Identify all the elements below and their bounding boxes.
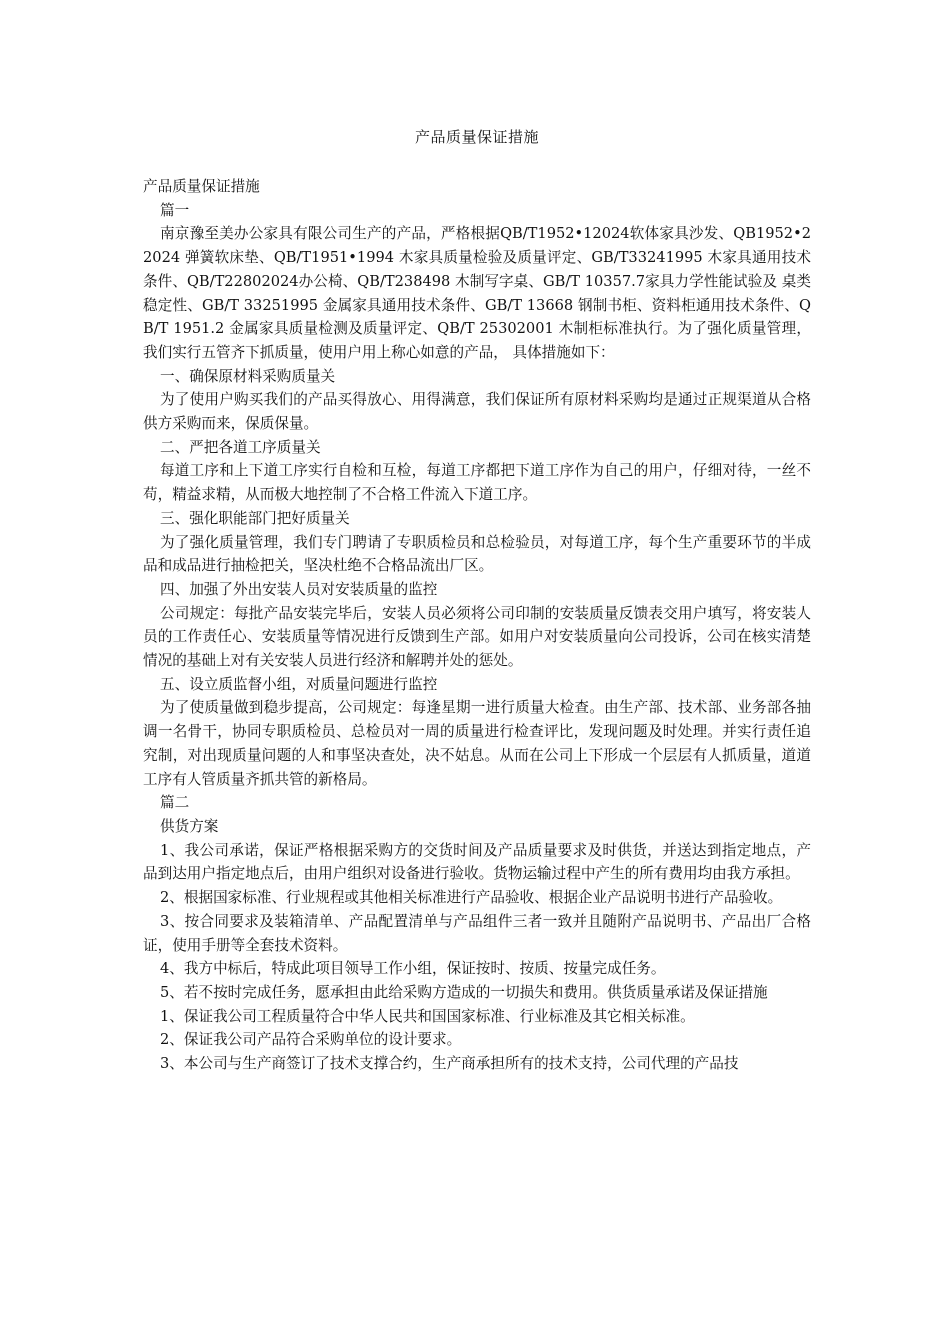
body-paragraph: 一、确保原材料采购质量关: [160, 367, 336, 385]
body-paragraph: 四、加强了外出安装人员对安装质量的监控: [160, 580, 438, 598]
body-paragraph: 每道工序和上下道工序实行自检和互检，每道工序都把下道工序作为自己的用户，仔细对待，一丝不苟，精益求精，从而极大地控制了不合格工件流入下道工序。: [143, 462, 811, 504]
body-paragraph: 供货方案: [160, 817, 219, 835]
document-body: [143, 175, 811, 1076]
body-paragraph: 1、我公司承诺，保证严格根据采购方的交货时间及产品质量要求及时供货，并送达到指定地点，产品到达用户指定地点后，由用户组织对设备进行验收。货物运输过程中产生的所有费用均由我方承担。: [143, 841, 811, 883]
body-paragraph: 为了强化质量管理，我们专门聘请了专职质检员和总检验员，对每道工序，每个生产重要环节的半成品和成品进行抽检把关，坚决杜绝不合格品流出厂区。: [143, 533, 811, 575]
body-paragraph: 为了使质量做到稳步提高，公司规定：每逢星期一进行质量大检查。由生产部、技术部、业务部各抽调一名骨干，协同专职质检员、总检员对一周的质量进行检查评比，发现问题及时处理。并实行责任追究制，对出现质量问题的人和事坚决查处，决不姑息。从而在公司上下形成一个层层有人抓质量，道道工序有人管质量齐抓共管的新格局。: [143, 699, 811, 788]
body-paragraph: 篇二: [160, 794, 190, 812]
body-paragraph: 二、严把各道工序质量关: [160, 438, 321, 456]
body-paragraph: 公司规定：每批产品安装完毕后，安装人员必须将公司印制的安装质量反馈表交用户填写，将安装人员的工作责任心、安装质量等情况进行反馈到生产部。如用户对安装质量向公司投诉，公司在核实清楚情况的基础上对有关安装人员进行经济和解聘并处的惩处。: [143, 604, 811, 670]
body-paragraph: 1、保证我公司工程质量符合中华人民共和国国家标准、行业标准及其它相关标准。: [160, 1007, 695, 1025]
body-paragraph: 篇一: [160, 201, 190, 219]
body-paragraph: 五、设立质监督小组，对质量问题进行监控: [160, 675, 438, 693]
body-paragraph: 为了使用户购买我们的产品买得放心、用得满意，我们保证所有原材料采购均是通过正规渠道从合格供方采购而来，保质保量。: [143, 391, 811, 433]
body-paragraph: 三、强化职能部门把好质量关: [160, 509, 350, 527]
body-paragraph: 3、按合同要求及装箱清单、产品配置清单与产品组件三者一致并且随附产品说明书、产品出厂合格证，使用手册等全套技术资料。: [143, 912, 811, 954]
body-paragraph: 2、保证我公司产品符合采购单位的设计要求。: [160, 1031, 462, 1049]
body-paragraph: 5、若不按时完成任务，愿承担由此给采购方造成的一切损失和费用。供货质量承诺及保证措施: [160, 983, 768, 1001]
document-title: 产品质量保证措施: [414, 128, 539, 146]
body-paragraph: 产品质量保证措施: [143, 178, 260, 195]
body-paragraph: 3、本公司与生产商签订了技术支撑合约，生产商承担所有的技术支持，公司代理的产品技: [160, 1055, 739, 1073]
body-paragraph: 2、根据国家标准、行业规程或其他相关标准进行产品验收、根据企业产品说明书进行产品验收。: [160, 889, 783, 907]
body-paragraph: 4、我方中标后，特成此项目领导工作小组，保证按时、按质、按量完成任务。: [160, 960, 666, 978]
body-paragraph: 南京豫至美办公家具有限公司生产的产品，严格根据QB/T1952•12024软体家具沙发、QB1952•22024 弹簧软床垫、QB/T1951•1994 木家具质量检验及质量评定、GB/T33241995 木家具通用技术条件、QB/T22802024办公椅、QB/T238498 木制写字桌、GB/T 10357.7家具力学性能试验及 桌类稳定性、GB/T 33251995 金属家具通用技术条件、GB/T 13668 钢制书柜、资料柜通用技术条件、QB/T 1951.2 金属家具质量检测及质量评定、QB/T 25302001 木制柜标准执行。为了强化质量管理，我们实行五管齐下抓质量，使用户用上称心如意的产品， 具体措施如下：: [143, 225, 811, 361]
